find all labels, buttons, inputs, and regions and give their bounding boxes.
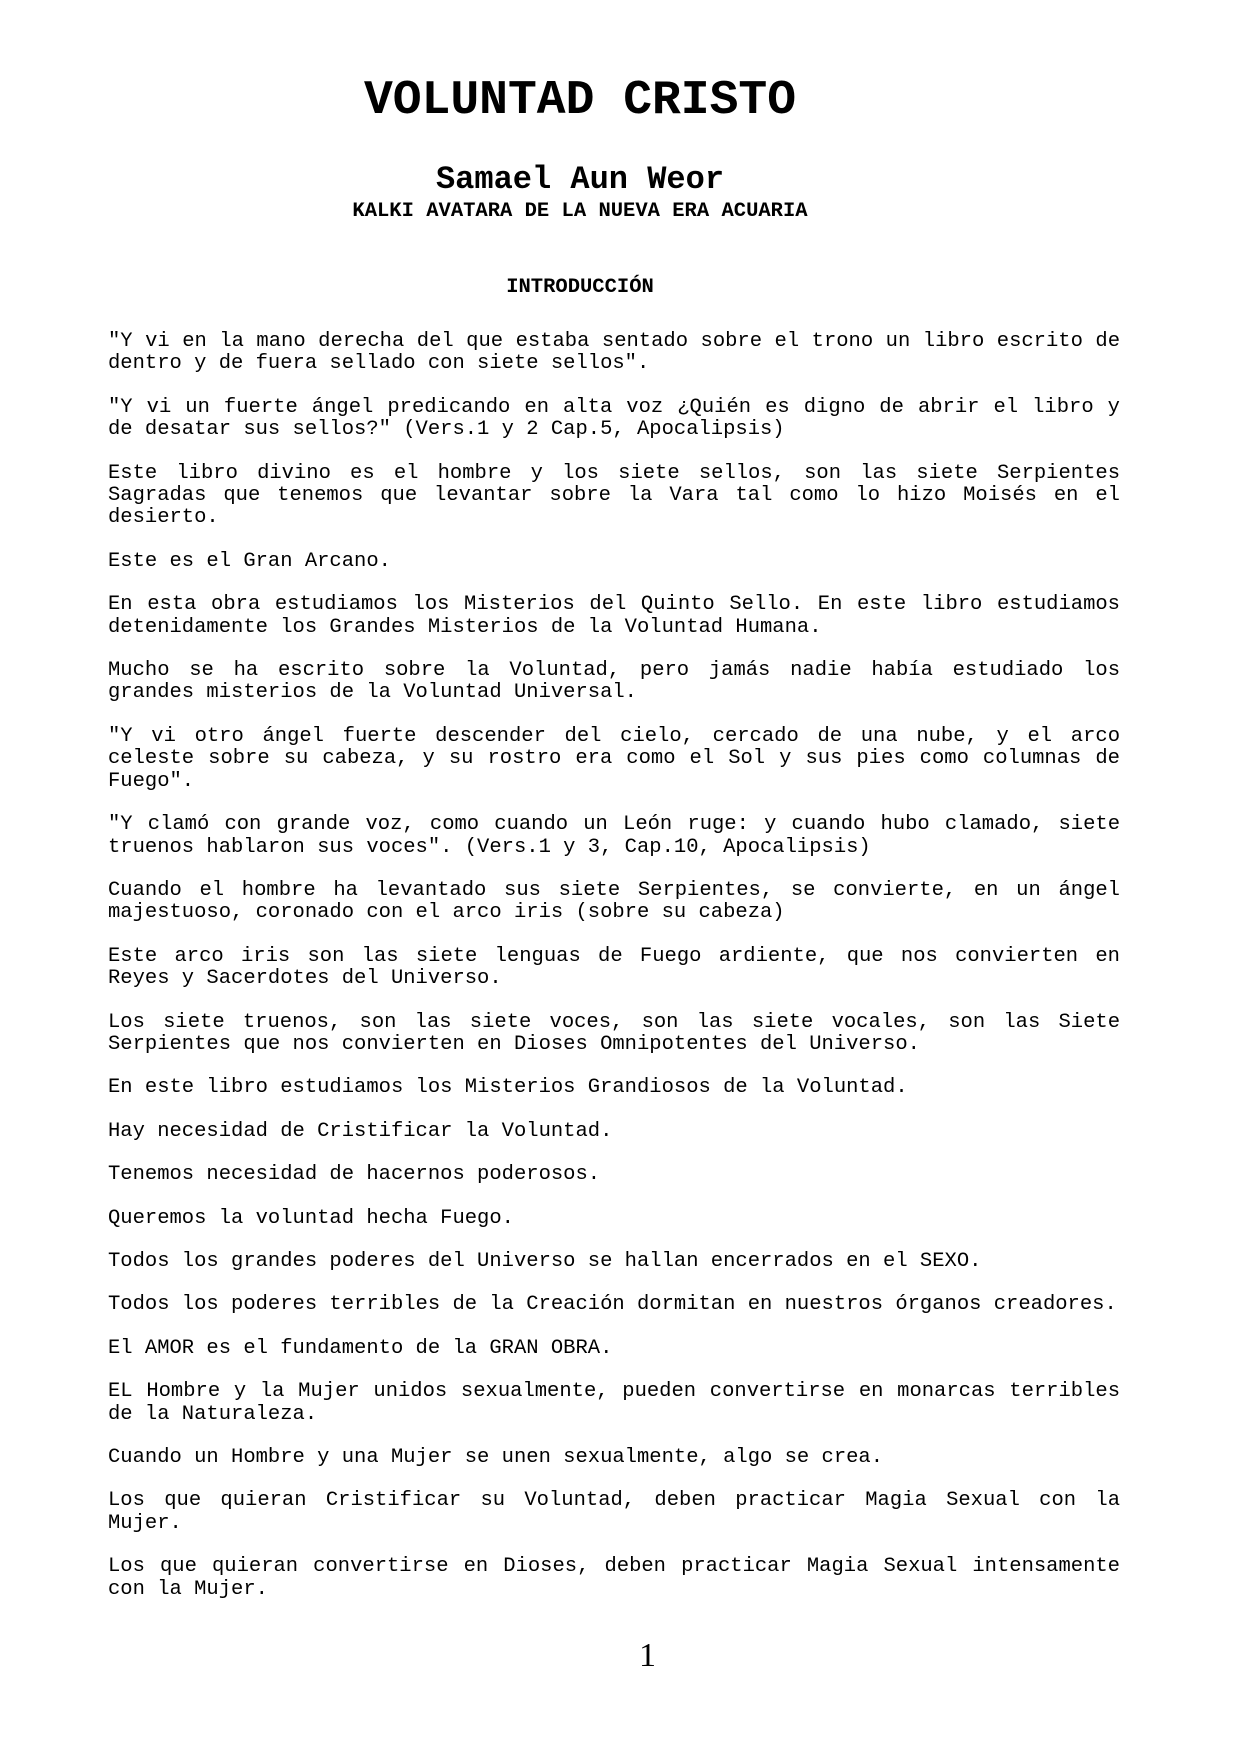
paragraph: Los siete truenos, son las siete voces, son las siete vocales, son las Siete Serpientes que nos convierten en Dioses Omnipotentes del Universo. xyxy=(108,1010,1120,1056)
author-name: Samael Aun Weor xyxy=(435,161,725,198)
paragraph: Este libro divino es el hombre y los siete sellos, son las siete Serpientes Sagradas que tenemos que levantar sobre la Vara tal como lo hizo Moisés en el desierto. xyxy=(108,461,1120,530)
paragraph: Este arco iris son las siete lenguas de Fuego ardiente, que nos convierten en Reyes y Sacerdotes del Universo. xyxy=(108,944,1120,991)
page-number: 1 xyxy=(639,1637,656,1674)
paragraph: "Y vi un fuerte ángel predicando en alta voz ¿Quién es digno de abrir el libro y de desatar sus sellos?" (Vers.1 y 2 Cap.5, Apocalipsis) xyxy=(108,395,1120,442)
section-heading: INTRODUCCIÓN xyxy=(506,276,654,299)
paragraph: En este libro estudiamos los Misterios Grandiosos de la Voluntad. xyxy=(108,1076,908,1100)
paragraph: Hay necesidad de Cristificar la Voluntad. xyxy=(108,1119,613,1143)
paragraph: Los que quieran convertirse en Dioses, deben practicar Magia Sexual intensamente con la Mujer. xyxy=(108,1555,1120,1601)
paragraph: Los que quieran Cristificar su Voluntad, deben practicar Magia Sexual con la Mujer. xyxy=(108,1489,1120,1535)
paragraph: Mucho se ha escrito sobre la Voluntad, pero jamás nadie había estudiado los grandes misterios de la Voluntad Universal. xyxy=(108,659,1120,705)
paragraph: Cuando un Hombre y una Mujer se unen sexualmente, algo se crea. xyxy=(108,1446,884,1469)
title-block xyxy=(108,75,1052,225)
paragraph: Todos los grandes poderes del Universo se hallan encerrados en el SEXO. xyxy=(108,1249,982,1273)
paragraph: Tenemos necesidad de hacernos poderosos. xyxy=(108,1163,601,1187)
paragraph: El AMOR es el fundamento de la GRAN OBRA. xyxy=(108,1336,613,1360)
paragraph: Este es el Gran Arcano. xyxy=(108,549,391,573)
paragraph: "Y clamó con grande voz, como cuando un León ruge: y cuando hubo clamado, siete truenos hablaron sus voces". (Vers.1 y 3, Cap.10, Apocalipsis) xyxy=(108,813,1120,859)
paragraph: Todos los poderes terribles de la Creación dormitan en nuestros órganos creadores. xyxy=(108,1293,1117,1317)
paragraph: En esta obra estudiamos los Misterios del Quinto Sello. En este libro estudiamos detenidamente los Grandes Misterios de la Voluntad Humana. xyxy=(108,593,1120,639)
body-text xyxy=(108,331,1120,1601)
paragraph: EL Hombre y la Mujer unidos sexualmente, pueden convertirse en monarcas terribles de la Naturaleza. xyxy=(108,1380,1120,1426)
paragraph: "Y vi otro ángel fuerte descender del cielo, cercado de una nube, y el arco celeste sobre su cabeza, y su rostro era como el Sol y sus pies como columnas de Fuego". xyxy=(108,724,1120,793)
paragraph: Cuando el hombre ha levantado sus siete Serpientes, se convierte, en un ángel majestuoso, coronado con el arco iris (sobre su cabeza) xyxy=(108,878,1120,925)
paragraph: "Y vi en la mano derecha del que estaba sentado sobre el trono un libro escrito de dentro y de fuera sellado con siete sellos". xyxy=(108,330,1120,376)
author-subtitle: KALKI AVATARA DE LA NUEVA ERA ACUARIA xyxy=(352,200,808,223)
paragraph: Queremos la voluntad hecha Fuego. xyxy=(108,1206,514,1230)
book-title: VOLUNTAD CRISTO xyxy=(363,74,797,128)
